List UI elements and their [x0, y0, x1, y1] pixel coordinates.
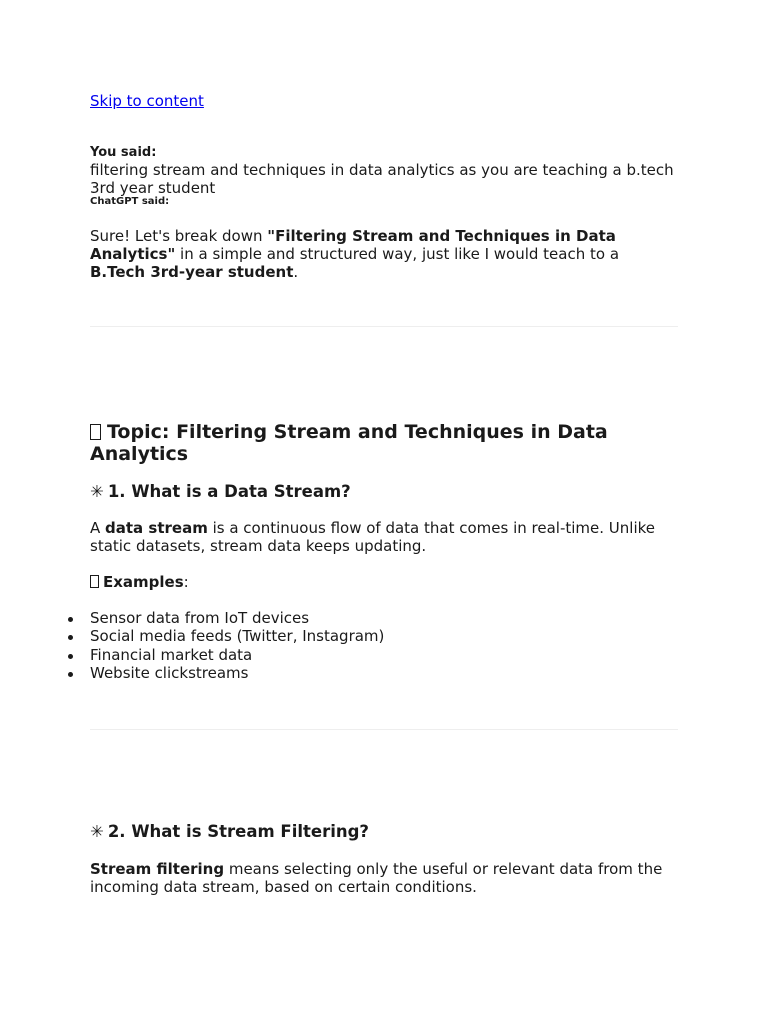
intro-text: Sure! Let's break down [90, 227, 268, 245]
pin-icon [90, 575, 99, 588]
assistant-message-label: ChatGPT said: [90, 196, 170, 207]
divider [90, 729, 678, 730]
section-1-heading-text: 1. What is a Data Stream? [107, 482, 351, 501]
sparkle-icon: ✳ [90, 482, 104, 501]
sparkle-icon: ✳ [90, 822, 104, 841]
definition-text: means selecting only the useful or relevant data from the incoming data stream, based on certain conditions. [90, 860, 663, 896]
intro-text: in a simple and structured way, just like I would teach to a [175, 245, 620, 263]
topic-heading-text: Topic: Filtering Stream and Techniques in Data Analytics [90, 421, 608, 465]
definition-text: is a continuous flow of data that comes in real-time. Unlike static datasets, stream data keeps updating. [90, 519, 655, 555]
user-message: filtering stream and techniques in data analytics as you are teaching a b.tech 3rd year student [90, 161, 674, 197]
examples-colon: : [183, 573, 189, 591]
stream-filtering-definition [90, 860, 680, 896]
section-2-heading-text: 2. What is Stream Filtering? [107, 822, 370, 841]
examples-list [90, 609, 384, 682]
data-stream-definition [90, 519, 680, 555]
user-message-label: You said: [90, 145, 157, 160]
book-icon [90, 424, 101, 440]
topic-heading [90, 421, 650, 465]
divider [90, 326, 678, 327]
skip-to-content-link[interactable]: Skip to content [90, 92, 204, 110]
examples-label: Examples [103, 573, 184, 591]
definition-term-bold: Stream filtering [90, 860, 225, 878]
section-2-heading [90, 822, 369, 842]
intro-topic-bold: "Filtering Stream and Techniques in Data Analytics" [90, 227, 616, 263]
examples-label-line [90, 573, 680, 591]
intro-text: . [293, 263, 299, 281]
list-item: Website clickstreams [90, 664, 384, 682]
list-item: Financial market data [90, 646, 384, 664]
section-1-heading [90, 482, 351, 502]
definition-text: A [90, 519, 106, 537]
list-item: Social media feeds (Twitter, Instagram) [90, 627, 385, 646]
assistant-intro [90, 227, 650, 281]
list-item: Sensor data from IoT devices [90, 609, 384, 627]
intro-audience-bold: B.Tech 3rd-year student [90, 263, 294, 281]
definition-term-bold: data stream [105, 519, 208, 537]
